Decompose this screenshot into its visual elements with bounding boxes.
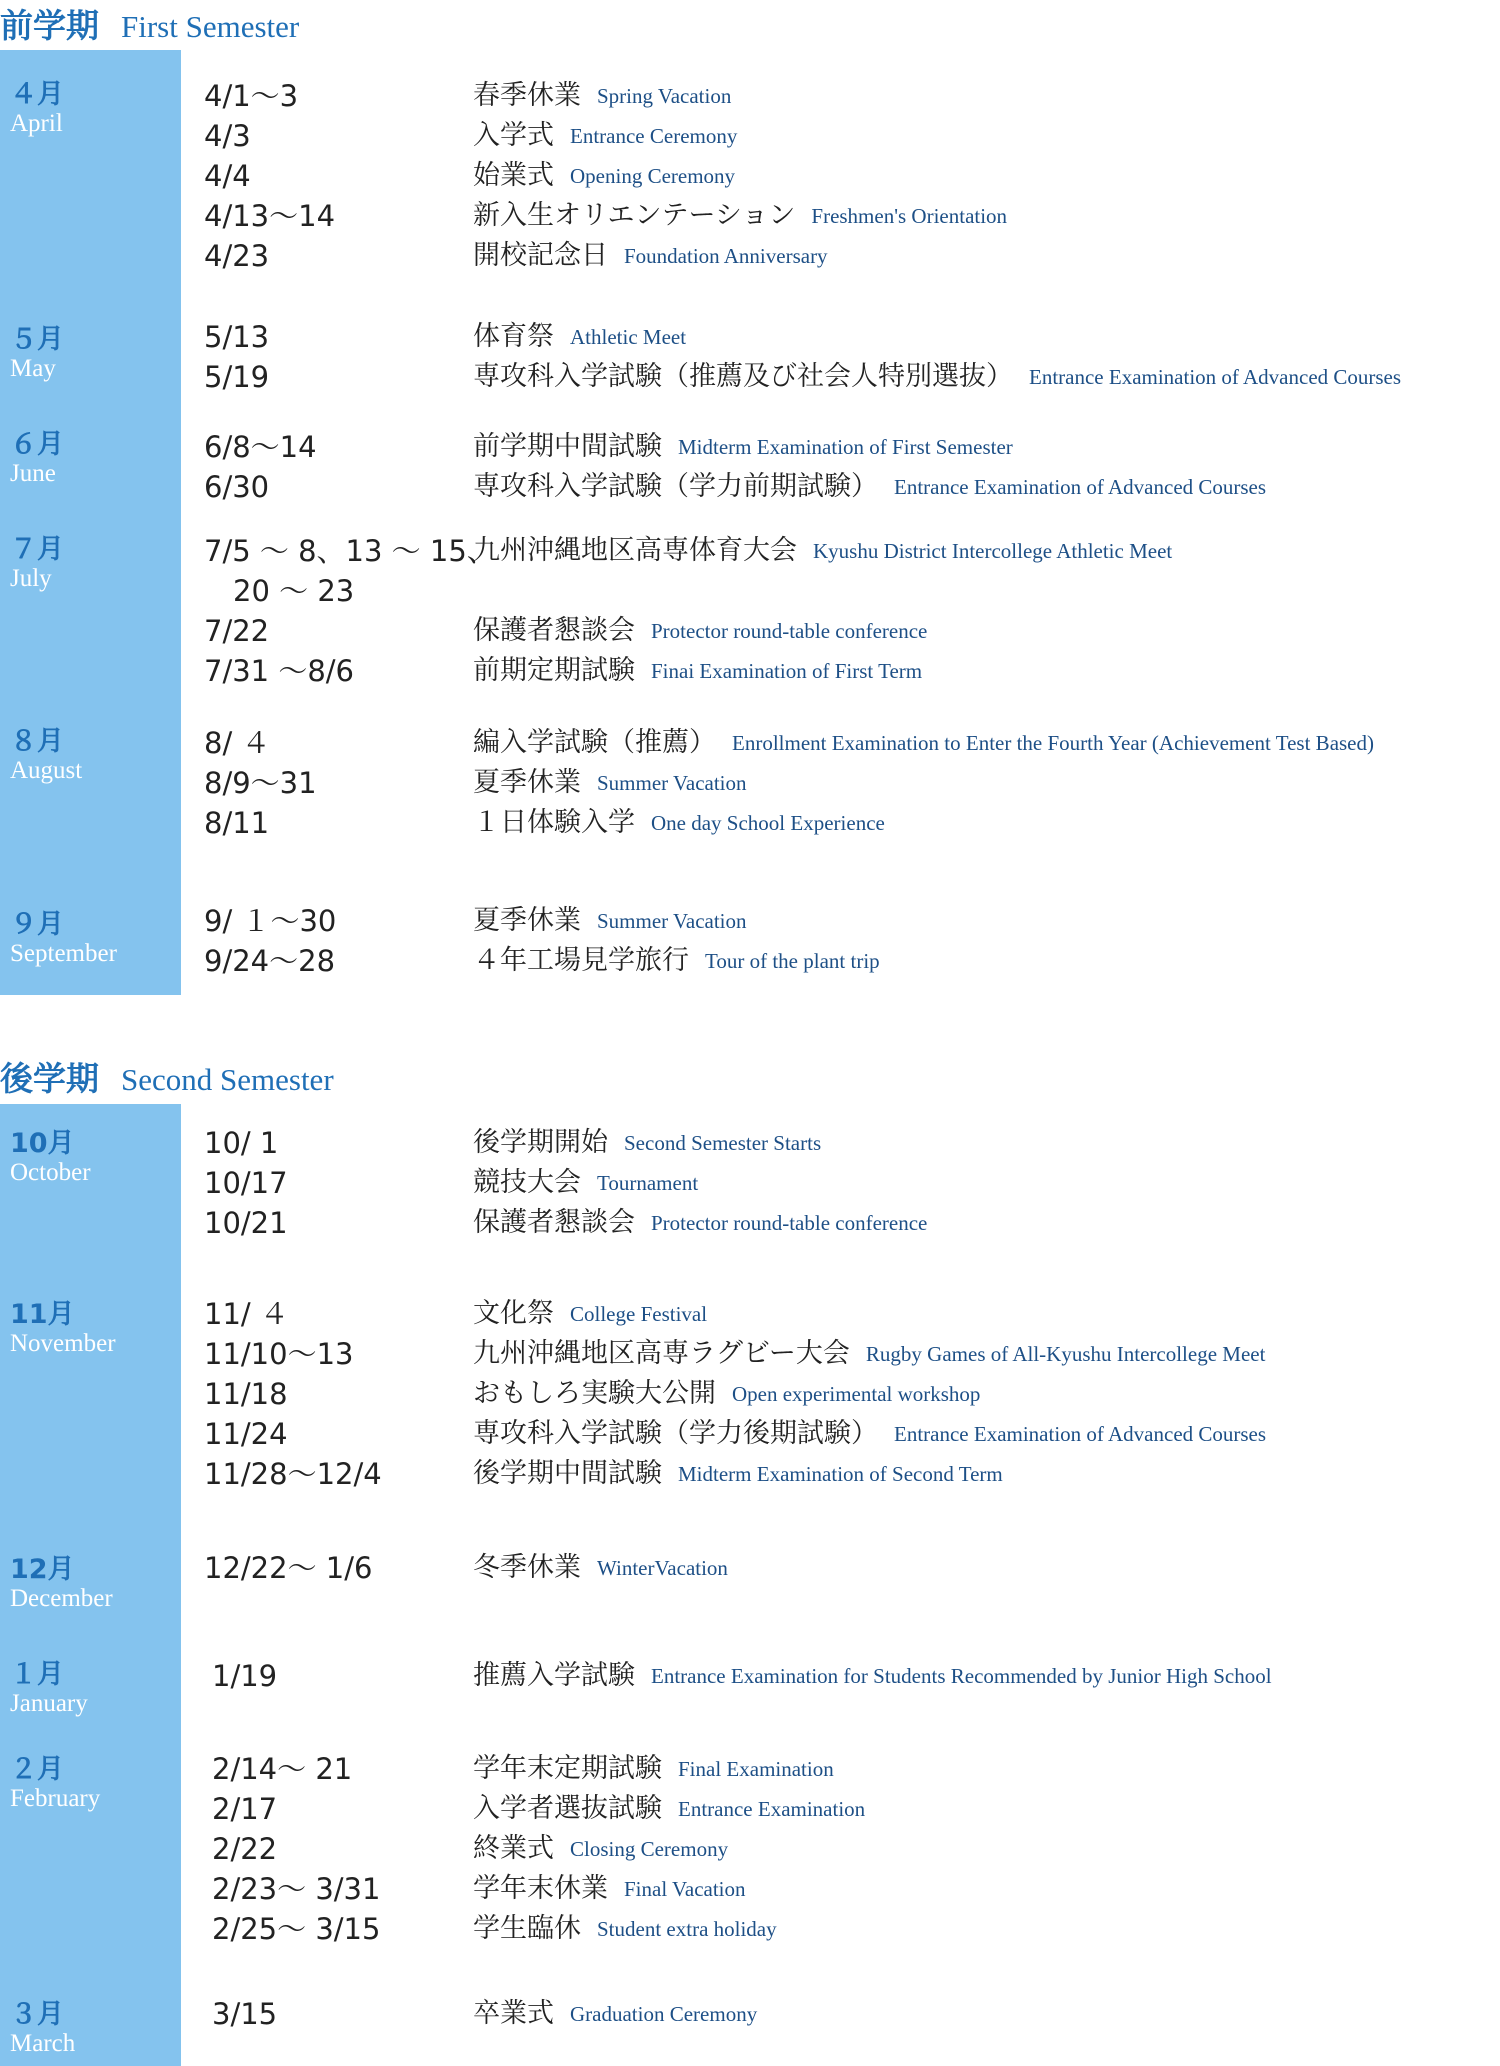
event-row: 1/19 推薦入学試験 Entrance Examination for Students Recommended by Junior High School (212, 1659, 1272, 1693)
event-row: 11/10～13 九州沖縄地区高専ラグビー大会 Rugby Games of All-Kyushu Intercollege Meet (204, 1337, 1266, 1371)
first-semester-title: 前学期 First Semester (0, 6, 300, 45)
event-row: 5/19 専攻科入学試験（推薦及び社会人特別選抜） Entrance Examination of Advanced Courses (204, 360, 1402, 394)
event-row: 6/30 専攻科入学試験（学力前期試験） Entrance Examination of Advanced Courses (204, 470, 1267, 504)
event-row: 2/25～ 3/15 学生臨休 Student extra holiday (212, 1912, 777, 1946)
event-row: 11/28～12/4 後学期中間試験 Midterm Examination of Second Term (204, 1457, 1003, 1491)
month-label-october: 10月 October (10, 1128, 91, 1186)
event-row: 6/8～14 前学期中間試験 Midterm Examination of First Semester (204, 430, 1013, 464)
event-row: 10/ 1 後学期開始 Second Semester Starts (204, 1126, 822, 1160)
event-row: 7/31 ～8/6 前期定期試験 Finai Examination of First Term (204, 654, 923, 688)
month-label-april: ４月 April (10, 79, 64, 137)
event-row: 7/22 保護者懇談会 Protector round-table conference (204, 614, 928, 648)
event-row: 8/9～31 夏季休業 Summer Vacation (204, 766, 747, 800)
event-row: 4/13～14 新入生オリエンテーション Freshmen's Orientation (204, 199, 1008, 233)
month-label-july: ７月 July (10, 534, 64, 592)
event-row: 4/1～3 春季休業 Spring Vacation (204, 79, 732, 113)
event-row: 2/23～ 3/31 学年末休業 Final Vacation (212, 1872, 746, 1906)
event-row: 4/23 開校記念日 Foundation Anniversary (204, 239, 828, 273)
event-row: 4/4 始業式 Opening Ceremony (204, 159, 736, 193)
month-label-february: ２月 February (10, 1754, 101, 1812)
event-row: 7/5 ～ 8、13 ～ 15、 九州沖縄地区高専体育大会 Kyushu District Intercollege Athletic Meet (204, 534, 1173, 568)
event-row: 20 ～ 23 (204, 574, 355, 608)
event-row: 9/24～28 ４年工場見学旅行 Tour of the plant trip (204, 944, 880, 978)
event-row: 8/11 １日体験入学 One day School Experience (204, 806, 885, 840)
month-label-august: ８月 August (10, 726, 83, 784)
month-label-december: 12月 December (10, 1554, 113, 1612)
second-semester-title: 後学期 Second Semester (0, 1059, 334, 1098)
event-row: 11/ ４ 文化祭 College Festival (204, 1297, 708, 1331)
month-label-march: ３月 March (10, 1999, 76, 2057)
month-label-september: ９月 September (10, 909, 117, 967)
event-row: 2/14～ 21 学年末定期試験 Final Examination (212, 1752, 834, 1786)
event-row: 2/22 終業式 Closing Ceremony (212, 1832, 729, 1866)
month-label-may: ５月 May (10, 324, 64, 382)
event-row: 12/22～ 1/6 冬季休業 WinterVacation (204, 1551, 728, 1585)
event-row: 10/17 競技大会 Tournament (204, 1166, 699, 1200)
event-row: 11/18 おもしろ実験大公開 Open experimental workshop (204, 1377, 981, 1411)
month-label-january: １月 January (10, 1659, 88, 1717)
month-label-november: 11月 November (10, 1299, 116, 1357)
event-row: 8/ ４ 編入学試験（推薦） Enrollment Examination to Enter the Fourth Year (Achievement Test Based) (204, 726, 1374, 760)
month-label-june: ６月 June (10, 429, 64, 487)
event-row: 3/15 卒業式 Graduation Ceremony (212, 1997, 758, 2031)
event-row: 10/21 保護者懇談会 Protector round-table conference (204, 1206, 928, 1240)
event-row: 4/3 入学式 Entrance Ceremony (204, 119, 738, 153)
event-row: 11/24 専攻科入学試験（学力後期試験） Entrance Examination of Advanced Courses (204, 1417, 1267, 1451)
event-row: 2/17 入学者選抜試験 Entrance Examination (212, 1792, 866, 1826)
event-row: 9/ １～30 夏季休業 Summer Vacation (204, 904, 747, 938)
event-row: 5/13 体育祭 Athletic Meet (204, 320, 687, 354)
